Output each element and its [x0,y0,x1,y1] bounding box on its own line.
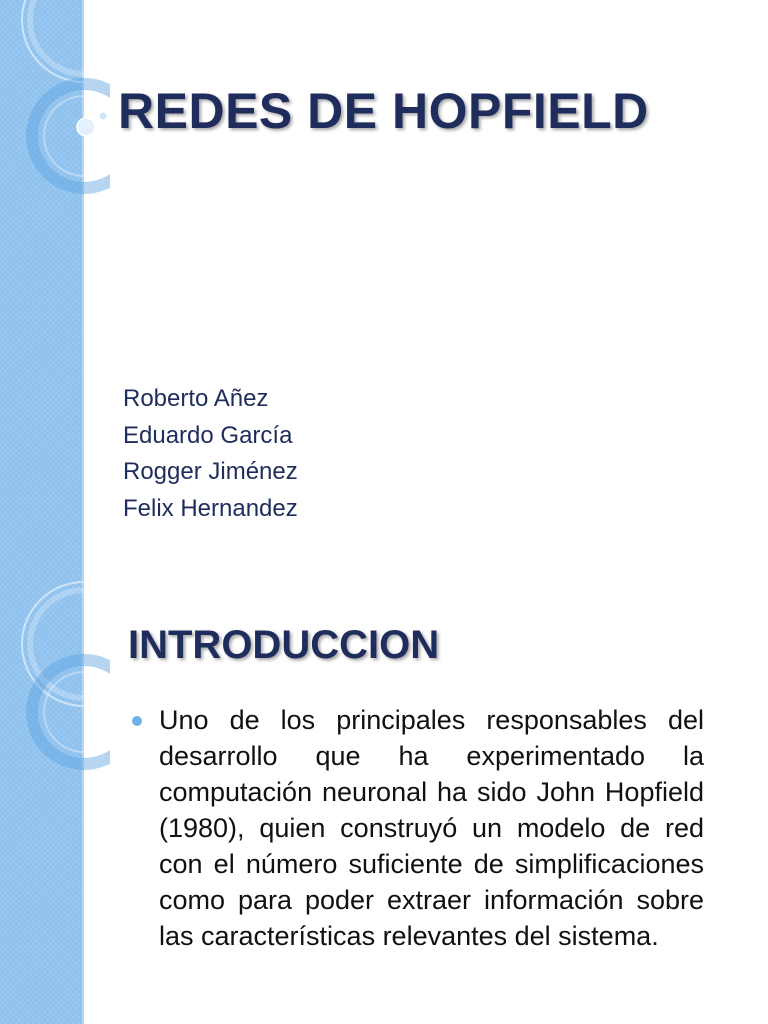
content-slide [0,576,768,1024]
author-list [123,381,298,527]
author-name: Eduardo García [123,421,293,449]
bullet-dot-icon [132,716,142,726]
author-name: Roberto Añez [123,385,269,412]
author-name: Rogger Jiménez [123,458,298,485]
circles-decoration [0,0,110,200]
bullet-text: Uno de los principales responsables del desarrollo que ha experimentado la computación neuronal ha sido John Hopfield (1980), quien construyó un modelo de red con el número suficiente de simplificaciones como para poder extraer información sobre las características relevantes del sistema. [159,705,704,951]
bullet-list [132,702,704,954]
circles-decoration [0,576,110,776]
slide-heading: INTRODUCCION [128,623,440,667]
slide-title: REDES DE HOPFIELD [118,83,649,139]
author-name: Felix Hernandez [123,494,298,522]
bullet-item [132,702,704,954]
